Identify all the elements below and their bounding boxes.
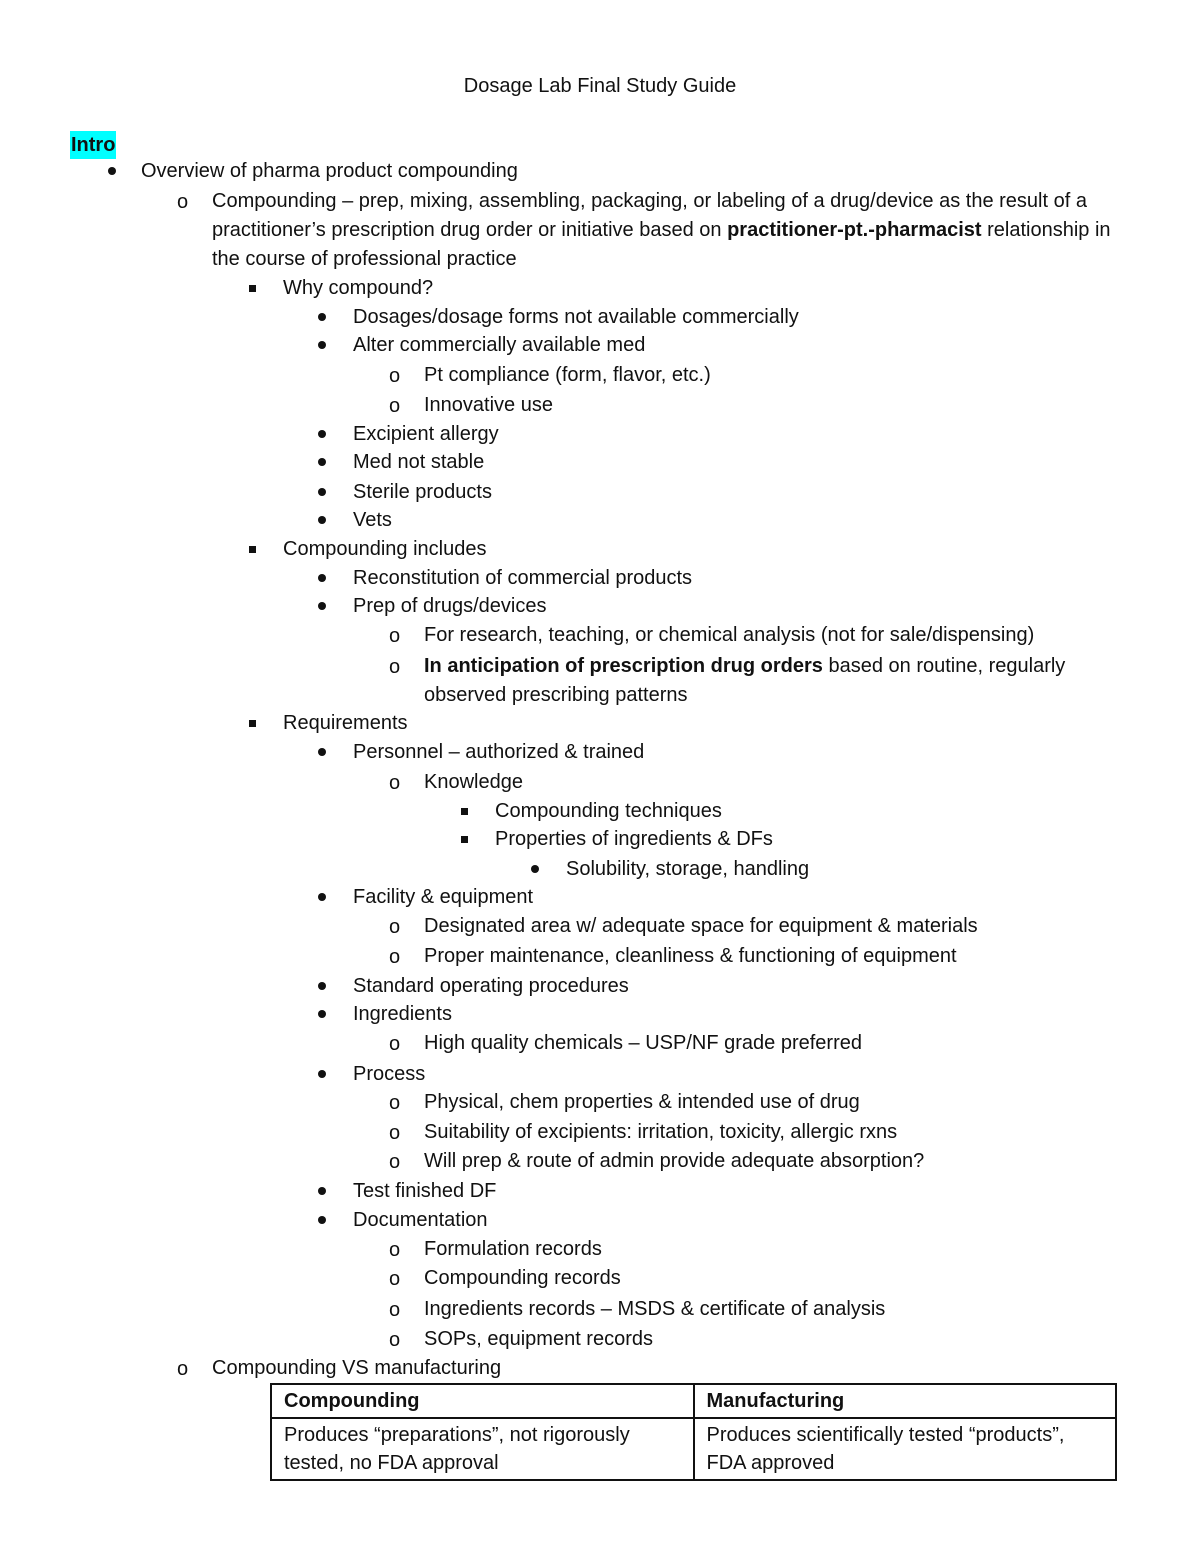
bullet-dot-icon xyxy=(318,458,326,466)
outline-item: Personnel – authorized & trained xyxy=(353,741,645,763)
bullet-dot-icon xyxy=(318,516,326,524)
bullet-ring-icon: o xyxy=(389,772,401,794)
bullet-square-icon xyxy=(249,285,256,292)
outline-item: Alter commercially available med xyxy=(353,334,646,356)
bullet-square-icon xyxy=(249,720,256,727)
bullet-dot-icon xyxy=(318,1070,326,1078)
bullet-dot-icon xyxy=(318,574,326,582)
outline-item: Ingredients xyxy=(353,1003,452,1025)
outline-item: High quality chemicals – USP/NF grade preferred xyxy=(424,1032,862,1054)
bullet-dot-icon xyxy=(318,748,326,756)
bullet-dot-icon xyxy=(318,893,326,901)
outline-item: Pt compliance (form, flavor, etc.) xyxy=(424,364,711,386)
bullet-dot-icon xyxy=(531,865,539,873)
bullet-ring-icon: o xyxy=(389,1329,401,1351)
outline-item: SOPs, equipment records xyxy=(424,1328,653,1350)
bullet-ring-icon: o xyxy=(389,1299,401,1321)
bullet-dot-icon xyxy=(318,982,326,990)
bullet-ring-icon: o xyxy=(389,916,401,938)
bullet-square-icon xyxy=(461,836,468,843)
page-title: Dosage Lab Final Study Guide xyxy=(463,75,737,97)
outline-item: Designated area w/ adequate space for equipment & materials xyxy=(424,915,978,937)
bullet-ring-icon: o xyxy=(389,656,401,678)
bullet-dot-icon xyxy=(318,602,326,610)
section-heading-intro: Intro xyxy=(70,131,116,159)
outline-item: Compounding records xyxy=(424,1267,621,1289)
bullet-dot-icon xyxy=(318,430,326,438)
outline-item: Physical, chem properties & intended use of drug xyxy=(424,1091,860,1113)
outline-item: Compounding – prep, mixing, assembling, packaging, or labeling of a drug/device as the result of a practitioner’s prescription drug order or initiative based on practitioner-pt.-pharmacist relationship in the course of professional practice xyxy=(212,190,1111,270)
outline-item: Sterile products xyxy=(353,481,492,503)
outline-item: Innovative use xyxy=(424,394,553,416)
outline-item: Will prep & route of admin provide adequate absorption? xyxy=(424,1150,925,1172)
outline-item: Compounding VS manufacturing xyxy=(212,1357,502,1379)
outline-item: Med not stable xyxy=(353,451,485,473)
bullet-ring-icon: o xyxy=(389,1268,401,1290)
comparison-table xyxy=(270,1383,1117,1481)
bullet-square-icon xyxy=(249,546,256,553)
bullet-ring-icon: o xyxy=(389,946,401,968)
bullet-ring-icon: o xyxy=(177,1358,189,1380)
bullet-ring-icon: o xyxy=(389,395,401,417)
outline-item: Requirements xyxy=(283,712,408,734)
bullet-ring-icon: o xyxy=(389,1151,401,1173)
outline-item: Overview of pharma product compounding xyxy=(141,160,518,182)
outline-item: Formulation records xyxy=(424,1238,602,1260)
outline-item: Test finished DF xyxy=(353,1180,497,1202)
outline-item: Solubility, storage, handling xyxy=(566,858,810,880)
bullet-dot-icon xyxy=(108,167,116,175)
bullet-dot-icon xyxy=(318,1187,326,1195)
bullet-ring-icon: o xyxy=(389,625,401,647)
outline-item: Proper maintenance, cleanliness & functioning of equipment xyxy=(424,945,957,967)
outline-item: In anticipation of prescription drug orders based on routine, regularly observed prescribing patterns xyxy=(424,655,1066,706)
table-header-manufacturing: Manufacturing xyxy=(694,1384,1117,1418)
outline-item: Compounding techniques xyxy=(495,800,722,822)
bullet-ring-icon: o xyxy=(389,365,401,387)
outline-item: Properties of ingredients & DFs xyxy=(495,828,773,850)
outline-item: Excipient allergy xyxy=(353,423,499,445)
emphasis-text: practitioner-pt.-pharmacist xyxy=(727,219,982,241)
table-row xyxy=(271,1418,1116,1480)
bullet-ring-icon: o xyxy=(389,1033,401,1055)
outline-item: Dosages/dosage forms not available commercially xyxy=(353,306,799,328)
outline-item: Vets xyxy=(353,509,392,531)
outline-item: Facility & equipment xyxy=(353,886,534,908)
outline-item: Standard operating procedures xyxy=(353,975,629,997)
bullet-ring-icon: o xyxy=(389,1092,401,1114)
bullet-dot-icon xyxy=(318,313,326,321)
table-header-compounding: Compounding xyxy=(271,1384,694,1418)
outline-item: Knowledge xyxy=(424,771,523,793)
outline-item: Reconstitution of commercial products xyxy=(353,567,693,589)
bullet-square-icon xyxy=(461,808,468,815)
table-header-row xyxy=(271,1384,1116,1418)
outline-item: Why compound? xyxy=(283,277,434,299)
outline-item: Documentation xyxy=(353,1209,488,1231)
bullet-dot-icon xyxy=(318,488,326,496)
outline-item: Ingredients records – MSDS & certificate of analysis xyxy=(424,1298,886,1320)
table-cell-compounding: Produces “preparations”, not rigorously tested, no FDA approval xyxy=(271,1418,694,1480)
emphasis-text: In anticipation of prescription drug orders xyxy=(424,655,823,677)
bullet-dot-icon xyxy=(318,1010,326,1018)
outline-item: Suitability of excipients: irritation, toxicity, allergic rxns xyxy=(424,1121,898,1143)
table-cell-manufacturing: Produces scientifically tested “products”, FDA approved xyxy=(694,1418,1117,1480)
outline-item: Compounding includes xyxy=(283,538,487,560)
bullet-dot-icon xyxy=(318,341,326,349)
outline-item: For research, teaching, or chemical analysis (not for sale/dispensing) xyxy=(424,624,1035,646)
outline-item: Prep of drugs/devices xyxy=(353,595,547,617)
bullet-ring-icon: o xyxy=(389,1239,401,1261)
bullet-ring-icon: o xyxy=(177,191,189,213)
bullet-dot-icon xyxy=(318,1216,326,1224)
outline-item: Process xyxy=(353,1063,426,1085)
bullet-ring-icon: o xyxy=(389,1122,401,1144)
